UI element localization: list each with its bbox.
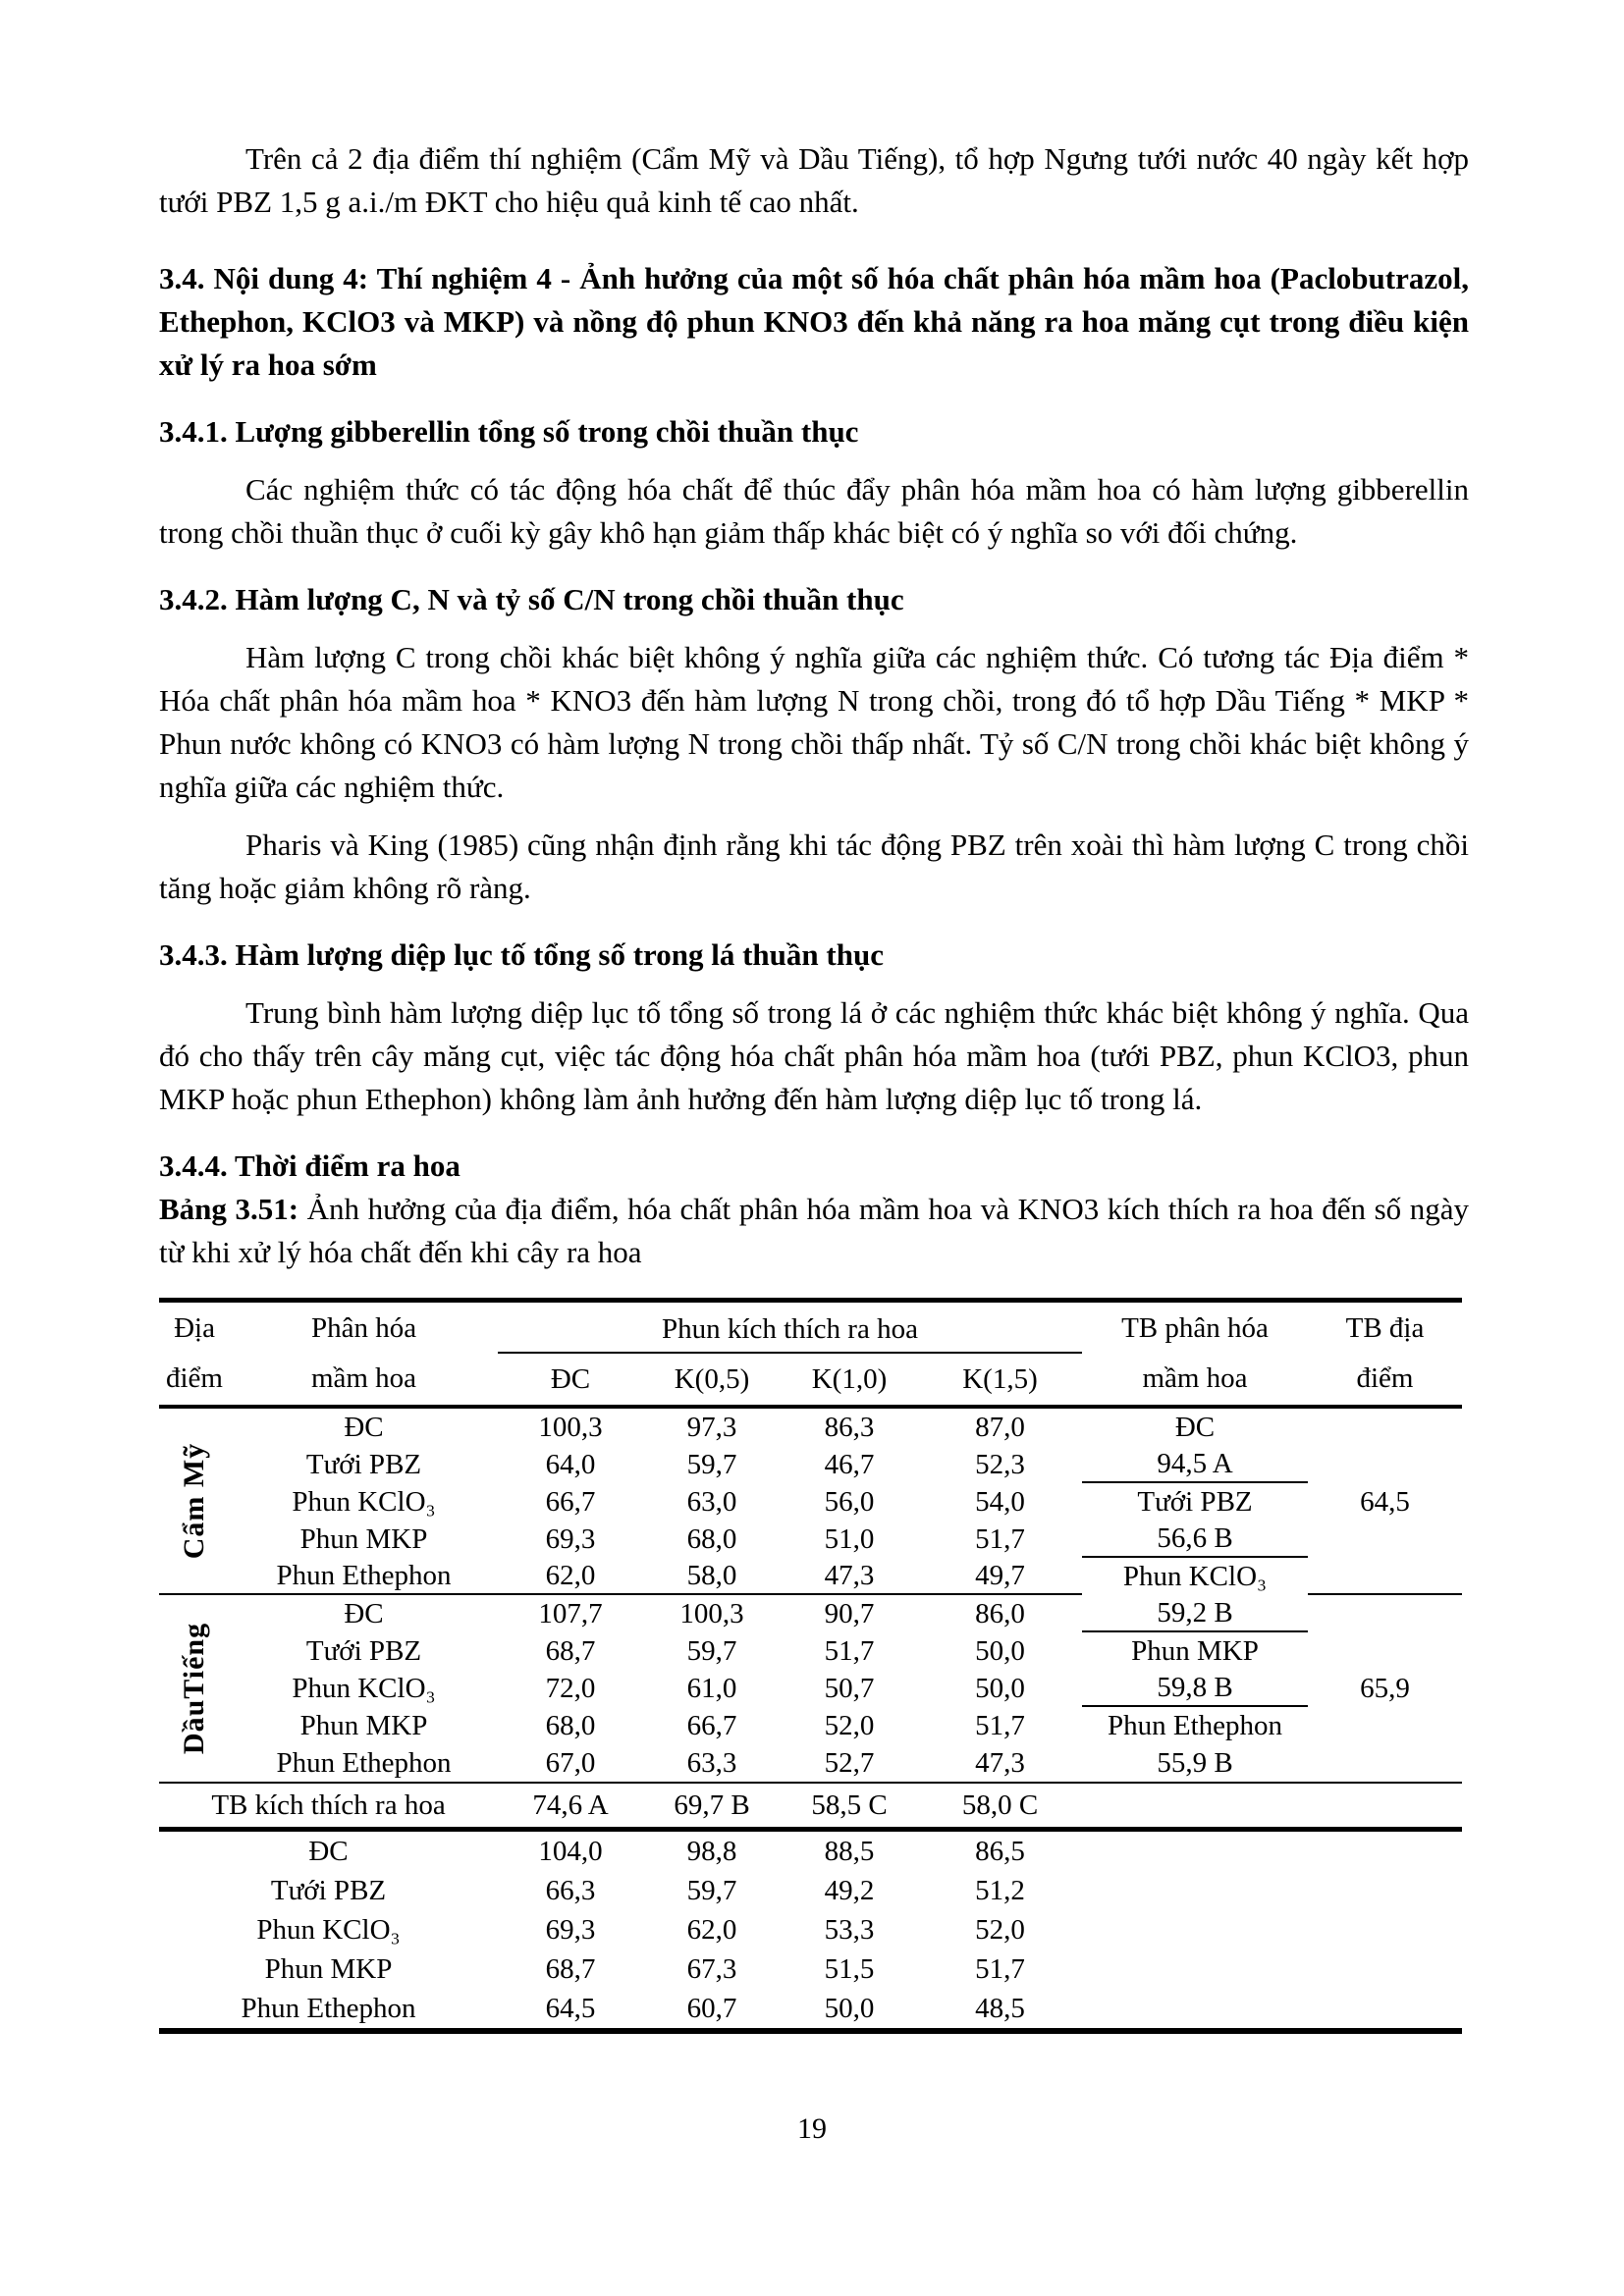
- table-cell: 63,3: [686, 1746, 737, 1779]
- treatment-label: Phun KClO₃: [292, 1485, 436, 1518]
- section-heading-3-4-2: 3.4.2. Hàm lượng C, N và tỷ số C/N trong chồi thuần thục: [159, 582, 904, 616]
- table-cell: 48,5: [975, 1992, 1025, 2024]
- table-cell: 100,3: [538, 1411, 603, 1443]
- treatment-label: Tưới PBZ: [305, 1448, 422, 1480]
- table-cell: 51,7: [975, 1709, 1025, 1741]
- table-header: [159, 1298, 1462, 1409]
- tb-treatment-cell: Phun Ethephon: [1107, 1709, 1283, 1741]
- table-overall-means: [159, 1832, 1462, 2034]
- page-number: 19: [797, 2112, 827, 2145]
- tb-location-cell: 65,9: [1360, 1672, 1410, 1704]
- section-heading-3-4-3: 3.4.3. Hàm lượng diệp lục tố tổng số trong lá thuần thục: [159, 937, 884, 972]
- treatment-label: ĐC: [344, 1597, 384, 1629]
- table-cell: 68,0: [686, 1522, 737, 1555]
- table-cell: 62,0: [686, 1913, 737, 1946]
- table-cell: 52,0: [975, 1913, 1025, 1946]
- treatment-label: ĐC: [344, 1411, 384, 1443]
- tb-treatment-cell: 56,6 B: [1082, 1521, 1308, 1558]
- treatment-label: Tưới PBZ: [305, 1634, 422, 1667]
- table-cell: 58,0 C: [961, 1789, 1039, 1821]
- table-cell: 86,5: [975, 1835, 1025, 1867]
- header-subcolumns: [498, 1354, 1082, 1405]
- table-cell: 98,8: [686, 1835, 737, 1867]
- header-tb-location: TB địa điểm: [1345, 1312, 1425, 1394]
- treatment-label: Phun MKP: [264, 1952, 393, 1985]
- table-cell: 52,7: [824, 1746, 875, 1779]
- table-cell: 49,2: [824, 1874, 875, 1906]
- table-cell: 50,0: [975, 1634, 1025, 1667]
- tb-treatment-cell: 59,8 B: [1082, 1670, 1308, 1707]
- table-cell: 62,0: [498, 1558, 643, 1595]
- tb-location-cell: [1308, 1558, 1462, 1595]
- table-cell: 100,3: [679, 1597, 744, 1629]
- table-cell: 51,5: [824, 1952, 875, 1985]
- table-cell: 66,3: [545, 1874, 596, 1906]
- row-group-dau-tieng: [159, 1595, 230, 1782]
- treatment-label: Phun Ethephon: [241, 1992, 416, 2024]
- table-cell: 50,0: [975, 1672, 1025, 1704]
- header-location: Địa điểm: [166, 1312, 223, 1394]
- treatment-label: Phun Ethephon: [230, 1558, 498, 1595]
- tb-treatment-cell: Phun KClO₃: [1122, 1560, 1268, 1592]
- row-group-cam-my: [159, 1409, 230, 1595]
- header-subcol-k10: K(1,0): [811, 1363, 888, 1395]
- table-cell: 59,7: [686, 1874, 737, 1906]
- header-subcol-k15: K(1,5): [962, 1363, 1038, 1395]
- table-cell: 69,3: [545, 1913, 596, 1946]
- treatment-label: Phun KClO₃: [292, 1672, 436, 1704]
- tb-treatment-cell: ĐC: [1174, 1411, 1216, 1443]
- header-subcol-dc: ĐC: [550, 1363, 591, 1395]
- table-cell: 58,5 C: [811, 1789, 888, 1821]
- table-cell: 74,6 A: [532, 1789, 609, 1821]
- table-cell: 46,7: [824, 1448, 875, 1480]
- header-treatment: Phân hóa mầm hoa: [310, 1312, 417, 1394]
- treatment-label: Phun Ethephon: [276, 1746, 452, 1779]
- table-cell: 60,7: [686, 1992, 737, 2024]
- table-cell: 50,0: [824, 1992, 875, 2024]
- table-caption: [159, 1188, 1469, 1274]
- table-cell: 51,7: [975, 1952, 1025, 1985]
- table-cell: 69,7 B: [674, 1789, 750, 1821]
- table-cell: 67,0: [545, 1746, 596, 1779]
- header-subcol-k05: K(0,5): [674, 1363, 750, 1395]
- table-cell: 87,0: [975, 1411, 1025, 1443]
- treatment-label: ĐC: [308, 1835, 349, 1867]
- table-cell: 47,3: [781, 1558, 918, 1595]
- table-cell: 47,3: [975, 1746, 1025, 1779]
- table-cell: 68,0: [545, 1709, 596, 1741]
- table-cell: 90,7: [824, 1597, 875, 1629]
- table-cell: 64,5: [545, 1992, 596, 2024]
- table-cell: 50,7: [824, 1672, 875, 1704]
- table-cell: 86,0: [975, 1597, 1025, 1629]
- section-heading-3-4-4: 3.4.4. Thời điểm ra hoa: [159, 1148, 460, 1183]
- tb-treatment-cell: 59,2 B: [1082, 1595, 1308, 1632]
- table-cell: 51,7: [975, 1522, 1025, 1555]
- paragraph-3-4-3: Trung bình hàm lượng diệp lục tố tổng số trong lá ở các nghiệm thức khác biệt không ý nghĩa. Qua đó cho thấy trên cây măng cụt, việc tác động hóa chất phân hóa mầm hoa (tưới PBZ, phun KClO3, phun MKP hoặc phun Ethephon) không làm ảnh hưởng đến hàm lượng diệp lục tố trong lá.: [159, 995, 1469, 1116]
- table-cell: 59,7: [686, 1448, 737, 1480]
- section-heading-3-4: 3.4. Nội dung 4: Thí nghiệm 4 - Ảnh hưởng của một số hóa chất phân hóa mầm hoa (Paclobutrazol, Ethephon, KClO3 và MKP) và nồng độ phun KNO3 đến khả năng ra hoa măng cụt trong điều kiện xử lý ra hoa sớm: [159, 261, 1469, 382]
- table-cell: 64,0: [545, 1448, 596, 1480]
- table-cell: 61,0: [686, 1672, 737, 1704]
- table-cell: 107,7: [538, 1597, 603, 1629]
- table-cell: 52,3: [975, 1448, 1025, 1480]
- tb-treatment-cell: 55,9 B: [1157, 1746, 1233, 1779]
- table-cell: 69,3: [545, 1522, 596, 1555]
- table-cell: 49,7: [918, 1558, 1082, 1595]
- table-cell: 63,0: [686, 1485, 737, 1518]
- table-cell: 51,0: [824, 1522, 875, 1555]
- location-label-dau-tieng: DầuTiếng: [178, 1622, 210, 1755]
- table-cell: 66,7: [686, 1709, 737, 1741]
- table-cell: 66,7: [545, 1485, 596, 1518]
- table-cell: 52,0: [824, 1709, 875, 1741]
- header-group-stimulation: [498, 1303, 1082, 1405]
- paragraph-3-4-1: Các nghiệm thức có tác động hóa chất để thúc đẩy phân hóa mầm hoa có hàm lượng gibberellin trong chồi thuần thục ở cuối kỳ gây khô hạn giảm thấp khác biệt có ý nghĩa so với đối chứng.: [159, 472, 1469, 550]
- tb-treatment-cell: Phun MKP: [1131, 1634, 1259, 1667]
- table-cell: 104,0: [538, 1835, 603, 1867]
- table-cell: 59,7: [686, 1634, 737, 1667]
- table-caption-label: Bảng 3.51:: [159, 1192, 299, 1226]
- treatment-label: Phun MKP: [299, 1522, 428, 1555]
- tb-treatment-cell: Tưới PBZ: [1137, 1485, 1253, 1518]
- table-cell: 54,0: [975, 1485, 1025, 1518]
- table-3-51: [159, 1298, 1462, 2034]
- tb-stimulation-label: TB kích thích ra hoa: [211, 1789, 446, 1821]
- section-heading-3-4-1: 3.4.1. Lượng gibberellin tổng số trong chồi thuần thục: [159, 414, 859, 449]
- paragraph-3-4-2b: Pharis và King (1985) cũng nhận định rằng khi tác động PBZ trên xoài thì hàm lượng C trong chồi tăng hoặc giảm không rõ ràng.: [159, 828, 1469, 905]
- table-cell: 56,0: [824, 1485, 875, 1518]
- table-row-tb-stimulation: [159, 1782, 1462, 1832]
- location-label-cam-my: Cẩm Mỹ: [178, 1442, 211, 1560]
- table-cell: 86,3: [824, 1411, 875, 1443]
- table-cell: 58,0: [643, 1558, 781, 1595]
- table-cell: 97,3: [686, 1411, 737, 1443]
- table-cell: 51,7: [824, 1634, 875, 1667]
- table-cell: 72,0: [545, 1672, 596, 1704]
- tb-treatment-cell: 94,5 A: [1082, 1446, 1308, 1483]
- treatment-label: Phun MKP: [299, 1709, 428, 1741]
- treatment-label: Tưới PBZ: [270, 1874, 387, 1906]
- page-content: [159, 137, 1469, 2034]
- paragraph-3-4-2a: Hàm lượng C trong chồi khác biệt không ý nghĩa giữa các nghiệm thức. Có tương tác Địa điểm * Hóa chất phân hóa mầm hoa * KNO3 đến hàm lượng N trong chồi, trong đó tổ hợp Dầu Tiếng * MKP * Phun nước không có KNO3 có hàm lượng N trong chồi thấp nhất. Tỷ số C/N trong chồi khác biệt không ý nghĩa giữa các nghiệm thức.: [159, 640, 1469, 804]
- table-cell: 67,3: [686, 1952, 737, 1985]
- header-group-title: Phun kích thích ra hoa: [498, 1303, 1082, 1354]
- table-cell: 51,2: [975, 1874, 1025, 1906]
- tb-location-cell: 64,5: [1360, 1485, 1410, 1518]
- table-body: [159, 1409, 1462, 1782]
- intro-paragraph: Trên cả 2 địa điểm thí nghiệm (Cẩm Mỹ và Dầu Tiếng), tổ hợp Ngưng tưới nước 40 ngày kết hợp tưới PBZ 1,5 g a.i./m ĐKT cho hiệu quả kinh tế cao nhất.: [159, 141, 1469, 219]
- table-cell: 88,5: [824, 1835, 875, 1867]
- table-cell: 68,7: [545, 1952, 596, 1985]
- header-tb-treatment: TB phân hóa mầm hoa: [1121, 1312, 1269, 1394]
- treatment-label: Phun KClO₃: [256, 1913, 401, 1946]
- table-cell: 53,3: [824, 1913, 875, 1946]
- table-caption-text: Ảnh hưởng của địa điểm, hóa chất phân hóa mầm hoa và KNO3 kích thích ra hoa đến số ngày từ khi xử lý hóa chất đến khi cây ra hoa: [159, 1192, 1469, 1269]
- table-cell: 68,7: [545, 1634, 596, 1667]
